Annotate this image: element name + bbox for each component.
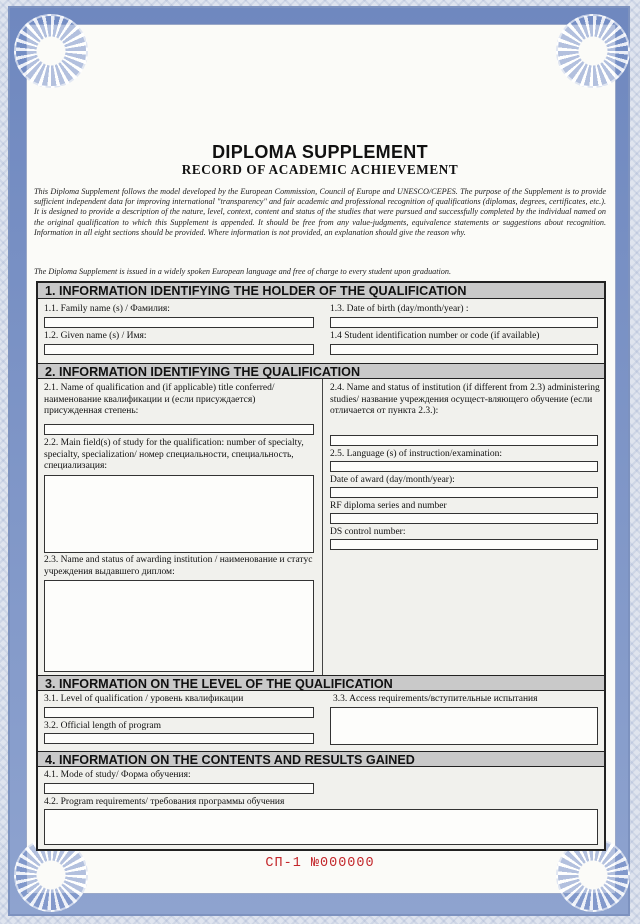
- administering-institution-label: 2.4. Name and status of institution (if different from 2.3) administering studies/ название учреждения осущест-вляющего обучение (если отличается от пункта 2.3.):: [330, 383, 600, 416]
- award-date-field[interactable]: [330, 487, 598, 498]
- qualification-level-label: 3.1. Level of qualification / уровень квалификации: [44, 694, 244, 704]
- section-2-body: [38, 379, 604, 675]
- document-title: DIPLOMA SUPPLEMENT: [212, 142, 428, 162]
- program-length-label: 3.2. Official length of program: [44, 721, 161, 731]
- awarding-institution-field[interactable]: [44, 580, 314, 672]
- administering-institution-field[interactable]: [330, 435, 598, 446]
- student-id-field[interactable]: [330, 344, 598, 355]
- rf-diploma-label: RF diploma series and number: [330, 501, 447, 511]
- language-label: 2.5. Language (s) of instruction/examination:: [330, 449, 503, 459]
- language-field[interactable]: [330, 461, 598, 472]
- family-name-label: 1.1. Family name (s) / Фамилия:: [44, 304, 170, 314]
- awarding-institution-label: 2.3. Name and status of awarding institution / наименование и статус учреждения выдавшего диплом:: [44, 555, 313, 577]
- qualification-name-label: 2.1. Name of qualification and (if applicable) title conferred/ наименование квалификации и (если присуждается) присужденная степень:: [44, 383, 275, 416]
- supplement-form: [36, 281, 606, 851]
- ds-control-label: DS control number:: [330, 527, 406, 537]
- qualification-level-field[interactable]: [44, 707, 314, 718]
- given-name-field[interactable]: [44, 344, 314, 355]
- given-name-label: 1.2. Given name (s) / Имя:: [44, 331, 147, 341]
- program-requirements-field[interactable]: [44, 809, 598, 845]
- document-subtitle: RECORD OF ACADEMIC ACHIEVEMENT: [181, 162, 459, 177]
- dob-field[interactable]: [330, 317, 598, 328]
- field-of-study-field[interactable]: [44, 475, 314, 553]
- serial-number: СП-1 №000000: [265, 856, 375, 871]
- rf-diploma-field[interactable]: [330, 513, 598, 524]
- program-length-field[interactable]: [44, 733, 314, 744]
- dob-label: 1.3. Date of birth (day/month/year) :: [330, 304, 469, 314]
- qualification-name-field[interactable]: [44, 424, 314, 435]
- section-1-body: [38, 299, 604, 363]
- section-2-divider: [322, 379, 323, 675]
- program-requirements-label: 4.2. Program requirements/ требования программы обучения: [44, 797, 285, 807]
- student-id-label: 1.4 Student identification number or code (if available): [330, 331, 540, 341]
- corner-rosette-icon: [556, 14, 630, 88]
- study-mode-label: 4.1. Mode of study/ Форма обучения:: [44, 770, 191, 780]
- study-mode-field[interactable]: [44, 783, 314, 794]
- section-3-heading: 3. INFORMATION ON THE LEVEL OF THE QUALIFICATION: [38, 675, 604, 691]
- corner-rosette-icon: [14, 14, 88, 88]
- field-of-study-label: 2.2. Main field(s) of study for the qualification: number of specialty, specialty, specialization/ номер специальности, специальность, специализация:: [44, 438, 304, 471]
- section-2-heading: 2. INFORMATION IDENTIFYING THE QUALIFICATION: [38, 363, 604, 379]
- award-date-label: Date of award (day/month/year):: [330, 475, 455, 485]
- intro-paragraph: This Diploma Supplement follows the model developed by the European Commission, Council of Europe and UNESCO/CEPES. The purpose of the Supplement is to provide sufficient independent data for improving international "transparency" and fair academic and professional recognition of qualifications (diplomas, degrees, certificates, etc.). It is designed to provide a description of the nature, level, context, content and status of the studies that were pursued and successfully completed by the individual named on the original qualification to which this Supplement is appended. It should be free from any value-judgments, equivalence statements or suggestions about recognition. Information in all eight sections should be provided. Where information is not provided, an explanation should give the reason why.: [34, 187, 606, 237]
- ds-control-field[interactable]: [330, 539, 598, 550]
- access-requirements-field[interactable]: [330, 707, 598, 745]
- section-4-body: [38, 767, 604, 849]
- family-name-field[interactable]: [44, 317, 314, 328]
- access-requirements-label: 3.3. Access requirements/вступительные испытания: [333, 694, 538, 704]
- section-3-body: [38, 691, 604, 751]
- section-1-heading: 1. INFORMATION IDENTIFYING THE HOLDER OF THE QUALIFICATION: [38, 283, 604, 299]
- section-4-heading: 4. INFORMATION ON THE CONTENTS AND RESULTS GAINED: [38, 751, 604, 767]
- intro-note: The Diploma Supplement is issued in a widely spoken European language and free of charge to every student upon graduation.: [34, 267, 452, 276]
